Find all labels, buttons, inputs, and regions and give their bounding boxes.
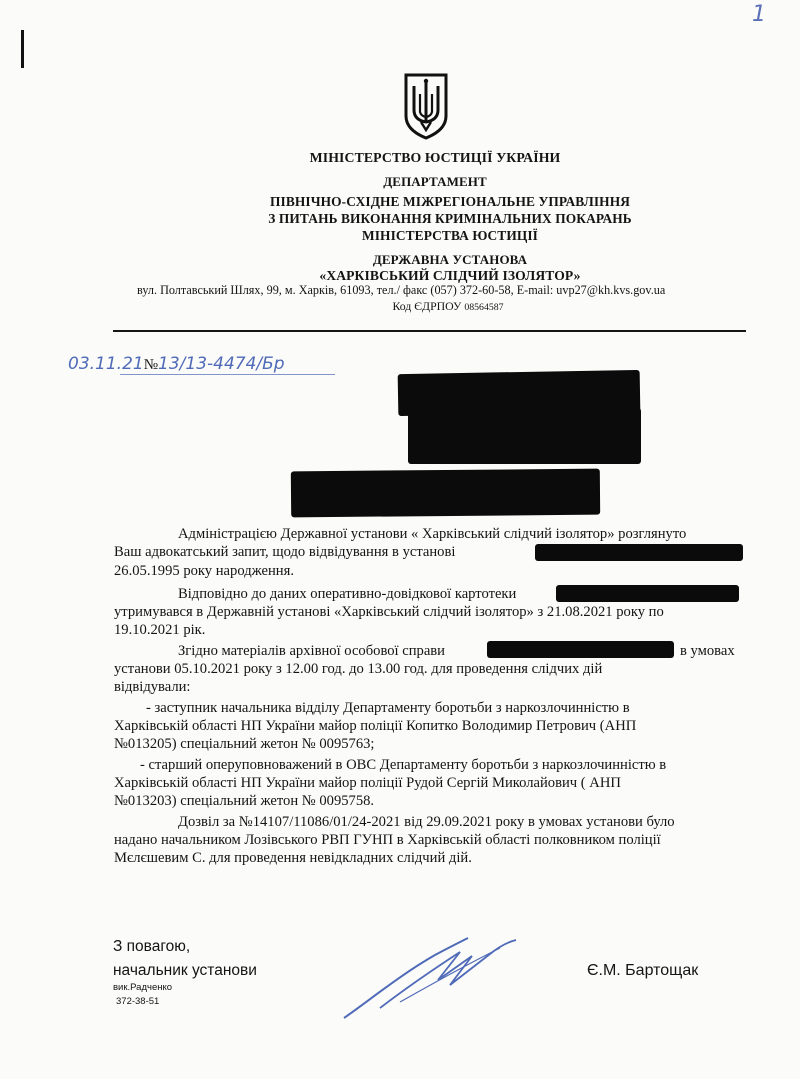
- visitor-2-line-1: - старший оперуповноважений в ОВС Департаменту боротьби з наркозлочинністю в: [140, 757, 667, 773]
- paragraph-3-line-3: відвідували:: [114, 679, 191, 695]
- ministry-title: МІНІСТЕРСТВО ЮСТИЦІЇ УКРАЇНИ: [309, 150, 561, 165]
- visitor-2-line-3: №013203) спеціальний жетон № 0095758.: [114, 793, 375, 809]
- institution-line-2: «ХАРКІВСЬКИЙ СЛІДЧИЙ ІЗОЛЯТОР»: [319, 268, 581, 283]
- paragraph-4-line-3: Мєлєшевим С. для проведення невідкладних слідчий дій.: [114, 850, 472, 866]
- paragraph-3-line-1a: Згідно матеріалів архівної особової справи: [178, 643, 445, 659]
- directorate-line-1: ПІВНІЧНО-СХІДНЕ МІЖРЕГІОНАЛЬНЕ УПРАВЛІННЯ: [270, 194, 630, 209]
- visitor-2-line-2: Харківській області НП України майор поліції Рудой Сергій Миколайович ( АНП: [114, 775, 621, 791]
- paragraph-1-line-2: Ваш адвокатський запит, щодо відвідування в установі: [114, 544, 456, 560]
- redacted-name-1: [535, 544, 743, 561]
- number-sign: №: [143, 357, 159, 373]
- department-title: ДЕПАРТАМЕНТ: [383, 174, 487, 189]
- redacted-name-2: [556, 585, 739, 602]
- redacted-name-3: [487, 641, 674, 658]
- visitor-1-line-1: - заступник начальника відділу Департаменту боротьби з наркозлочинністю в: [146, 700, 630, 716]
- paragraph-4-line-2: надано начальником Лозівського РВП ГУНП в Харківській області полковником поліції: [114, 832, 661, 848]
- edrpou-line: [0, 299, 800, 314]
- executor-name: вик.Радченко: [113, 982, 173, 993]
- paragraph-3-line-2: установи 05.10.2021 року з 12.00 год. до 13.00 год. для проведення слідчих дій: [114, 661, 603, 677]
- page-number: 1: [752, 2, 766, 27]
- registration-number: 13/13-4474/Бр: [158, 354, 285, 374]
- edrpou-label: Код ЄДРПОУ: [392, 299, 462, 313]
- paragraph-2-line-1: Відповідно до даних оперативно-довідкової картотеки: [178, 586, 517, 602]
- executor-phone: 372-38-51: [116, 996, 160, 1007]
- registration-stamp: [68, 354, 285, 374]
- signer-position: начальник установи: [113, 962, 257, 979]
- visitor-1-line-3: №013205) спеціальний жетон № 0095763;: [114, 736, 375, 752]
- signer-name: Є.М. Бартощак: [587, 962, 699, 979]
- paragraph-3-line-1b: в умовах: [680, 643, 735, 659]
- paragraph-2-line-3: 19.10.2021 рік.: [114, 622, 206, 638]
- paragraph-1-line-3: 26.05.1995 року народження.: [114, 563, 294, 579]
- directorate-line-3: МІНІСТЕРСТВА ЮСТИЦІЇ: [362, 228, 538, 243]
- edge-mark: [21, 30, 24, 68]
- paragraph-2-line-2: утримувався в Державній установі «Харківський слідчий ізолятор» з 21.08.2021 року по: [114, 604, 664, 620]
- registration-underline: [120, 374, 335, 375]
- coat-of-arms-icon: [403, 72, 449, 140]
- institution-address: вул. Полтавський Шлях, 99, м. Харків, 61093, тел./ факс (057) 372-60-58, E-mail: uvp27@kh.kvs.gov.ua: [137, 283, 666, 297]
- institution-line-1: ДЕРЖАВНА УСТАНОВА: [372, 252, 528, 267]
- visitor-1-line-2: Харківській області НП України майор поліції Копитко Володимир Петрович (АНП: [114, 718, 637, 734]
- registration-date: 03.11.21: [68, 354, 144, 374]
- directorate-line-2: З ПИТАНЬ ВИКОНАННЯ КРИМІНАЛЬНИХ ПОКАРАНЬ: [268, 211, 632, 226]
- redacted-addressee-2: [408, 408, 641, 464]
- handwritten-signature: [340, 930, 520, 1025]
- paragraph-1-line-1: Адміністрацією Державної установи « Харківський слідчий ізолятор» розглянуто: [178, 526, 687, 542]
- paragraph-4-line-1: Дозвіл за №14107/11086/01/24-2021 від 29.09.2021 року в умовах установи було: [178, 814, 675, 830]
- closing-regards: З повагою,: [113, 938, 191, 955]
- header-divider: [113, 330, 746, 332]
- edrpou-code: 08564587: [464, 302, 504, 313]
- redacted-addressee-3: [291, 469, 600, 518]
